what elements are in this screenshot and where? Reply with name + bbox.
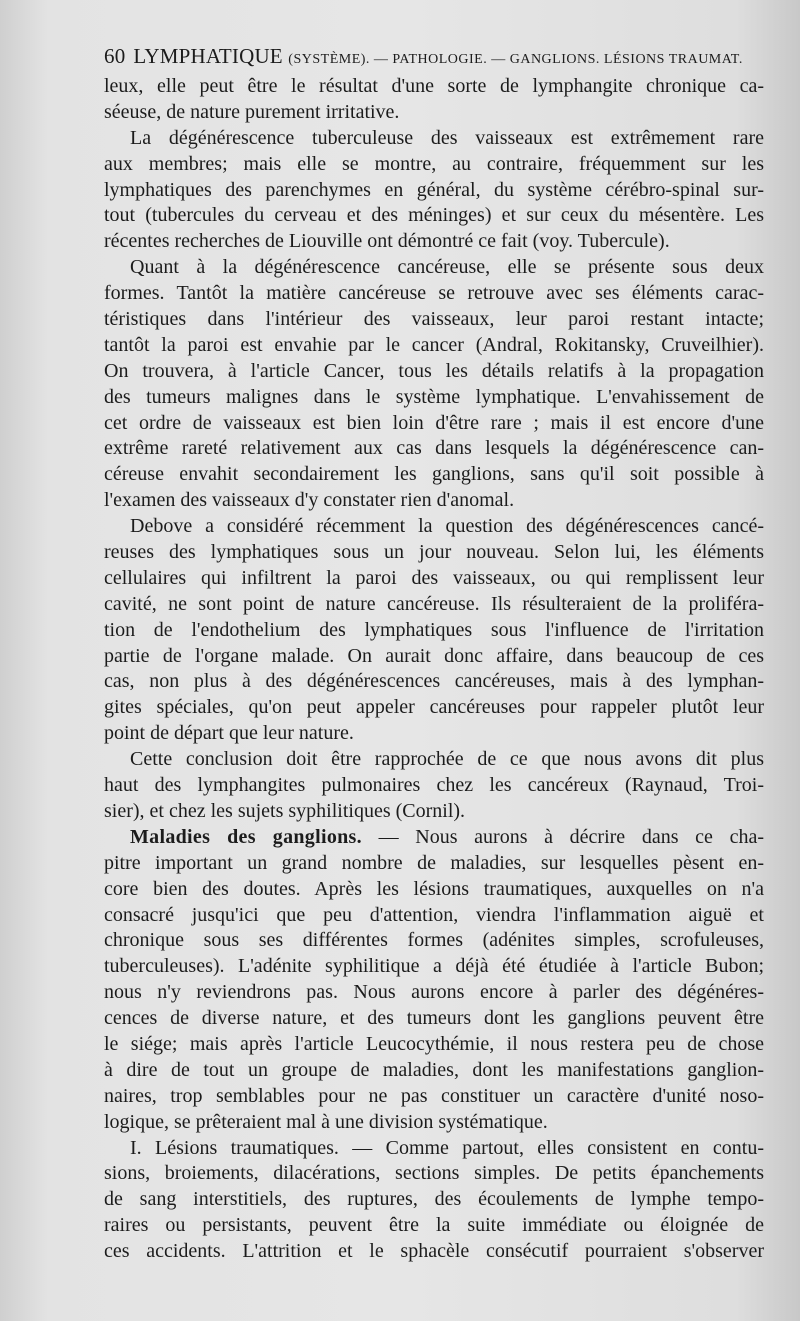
text-line: On trouvera, à l'article Cancer, tous les détails relatifs à la propagation — [104, 359, 764, 382]
text-line: partie de l'organe malade. On aurait donc affaire, dans beaucoup de ces — [104, 644, 764, 667]
text-line: tuberculeuses). L'adénite syphilitique a déjà été étudiée à l'article Bubon; — [104, 955, 764, 978]
running-header — [104, 44, 764, 69]
text-line: formes. Tantôt la matière cancéreuse se retrouve avec ses éléments carac- — [104, 282, 764, 305]
text-line: lymphatiques des parenchymes en général, du système cérébro-spinal sur- — [104, 178, 764, 201]
text-line: récentes recherches de Liouville ont démontré ce fait (voy. Tubercule). — [104, 230, 670, 253]
text-line: ces accidents. L'attrition et le sphacèle consécutif pourraient s'observer — [104, 1240, 764, 1263]
text-line: leux, elle peut être le résultat d'une sorte de lymphangite chronique ca- — [104, 75, 764, 97]
text-line: céreuse envahit secondairement les ganglions, sans qu'il soit possible à — [104, 463, 764, 486]
text-line: téristiques dans l'intérieur des vaisseaux, leur paroi restant intacte; — [104, 308, 764, 331]
text-line: reuses des lymphatiques sous un jour nouveau. Selon lui, les éléments — [104, 541, 764, 564]
section-heading-line: I. Lésions traumatiques. — Comme partout, elles consistent en contu- — [130, 1136, 764, 1159]
text-line: à dire de tout un groupe de maladies, dont les manifestations ganglion- — [104, 1058, 764, 1081]
text-line: cences de diverse nature, et des tumeurs dont les ganglions peuvent être — [104, 1007, 764, 1030]
text-line: séeuse, de nature purement irritative. — [104, 100, 400, 123]
header-title: LYMPHATIQUE — [133, 44, 283, 68]
text-line: raires ou persistants, peuvent être la suite immédiate ou éloignée de — [104, 1214, 764, 1237]
text-line: consacré jusqu'ici que peu d'attention, viendra l'inflammation aiguë et — [104, 903, 764, 926]
text-line: sier), et chez les sujets syphilitiques (Cornil). — [104, 799, 466, 822]
text-line: de sang interstitiels, des ruptures, des écoulements de lymphe tempo- — [104, 1188, 764, 1211]
page-number: 60 — [104, 44, 126, 68]
text-line: extrême rareté relativement aux cas dans lesquels la dégénérescence can- — [104, 437, 764, 460]
text-line: La dégénérescence tuberculeuse des vaisseaux est extrêmement rare — [130, 126, 764, 149]
text-line: des tumeurs malignes dans le système lymphatique. L'envahissement de — [104, 385, 764, 408]
text-line: cet ordre de vaisseaux est bien loin d'être rare ; mais il est encore d'une — [104, 411, 764, 434]
text-line: aux membres; mais elle se montre, au contraire, fréquemment sur les — [104, 152, 764, 175]
text-line: cavité, ne sont point de nature cancéreuse. Ils résulteraient de la proliféra- — [104, 592, 764, 615]
section-heading: Maladies des ganglions. — [130, 825, 362, 848]
section-heading-line: Maladies des ganglions. — Nous aurons à décrire dans ce cha- — [130, 825, 764, 848]
text-line: le siége; mais après l'article Leucocythémie, il nous restera peu de chose — [104, 1032, 764, 1055]
text-line: l'examen des vaisseaux d'y constater rien d'anomal. — [104, 489, 515, 512]
text-line: naires, trop semblables pour ne pas constituer un caractère d'unité noso- — [104, 1084, 764, 1107]
header-subtitle: (SYSTÈME). — PATHOLOGIE. — GANGLIONS. LÉSIONS TRAUMAT. — [288, 52, 743, 67]
text-line: tion de l'endothelium des lymphatiques sous l'influence de l'irritation — [104, 618, 764, 641]
text-line: chronique sous ses différentes formes (adénites simples, scrofuleuses, — [104, 929, 764, 952]
text-line: pitre important un grand nombre de maladies, sur lesquelles pèsent en- — [104, 851, 764, 874]
text-line: tout (tubercules du cerveau et des méninges) et sur ceux du mésentère. Les — [104, 204, 764, 227]
text-line: Cette conclusion doit être rapprochée de ce que nous avons dit plus — [130, 748, 764, 771]
text-line: tantôt la paroi est envahie par le cancer (Andral, Rokitansky, Cruveilhier). — [104, 333, 764, 356]
text-line: haut des lymphangites pulmonaires chez les cancéreux (Raynaud, Troi- — [104, 774, 764, 797]
text-line: gites spéciales, qu'on peut appeler cancéreuses pour rappeler plutôt leur — [104, 696, 764, 719]
text-line: point de départ que leur nature. — [104, 722, 354, 745]
text-line: Debove a considéré récemment la question des dégénérescences cancé- — [130, 515, 764, 538]
text-line: Quant à la dégénérescence cancéreuse, elle se présente sous deux — [130, 256, 764, 279]
text-line: cas, non plus à des dégénérescences cancéreuses, mais à des lymphan- — [104, 670, 764, 693]
text-line: core bien des doutes. Après les lésions traumatiques, auxquelles on n'a — [104, 877, 764, 900]
text-line: cellulaires qui infiltrent la paroi des vaisseaux, ou qui remplissent leur — [104, 566, 764, 589]
text-line: sions, broiements, dilacérations, sections simples. De petits épanchements — [104, 1162, 764, 1185]
text-line: logique, se prêteraient mal à une division systématique. — [104, 1110, 548, 1133]
text-line: nous n'y reviendrons pas. Nous aurons encore à parler des dégénéres- — [104, 981, 764, 1004]
body-text — [104, 74, 764, 1265]
